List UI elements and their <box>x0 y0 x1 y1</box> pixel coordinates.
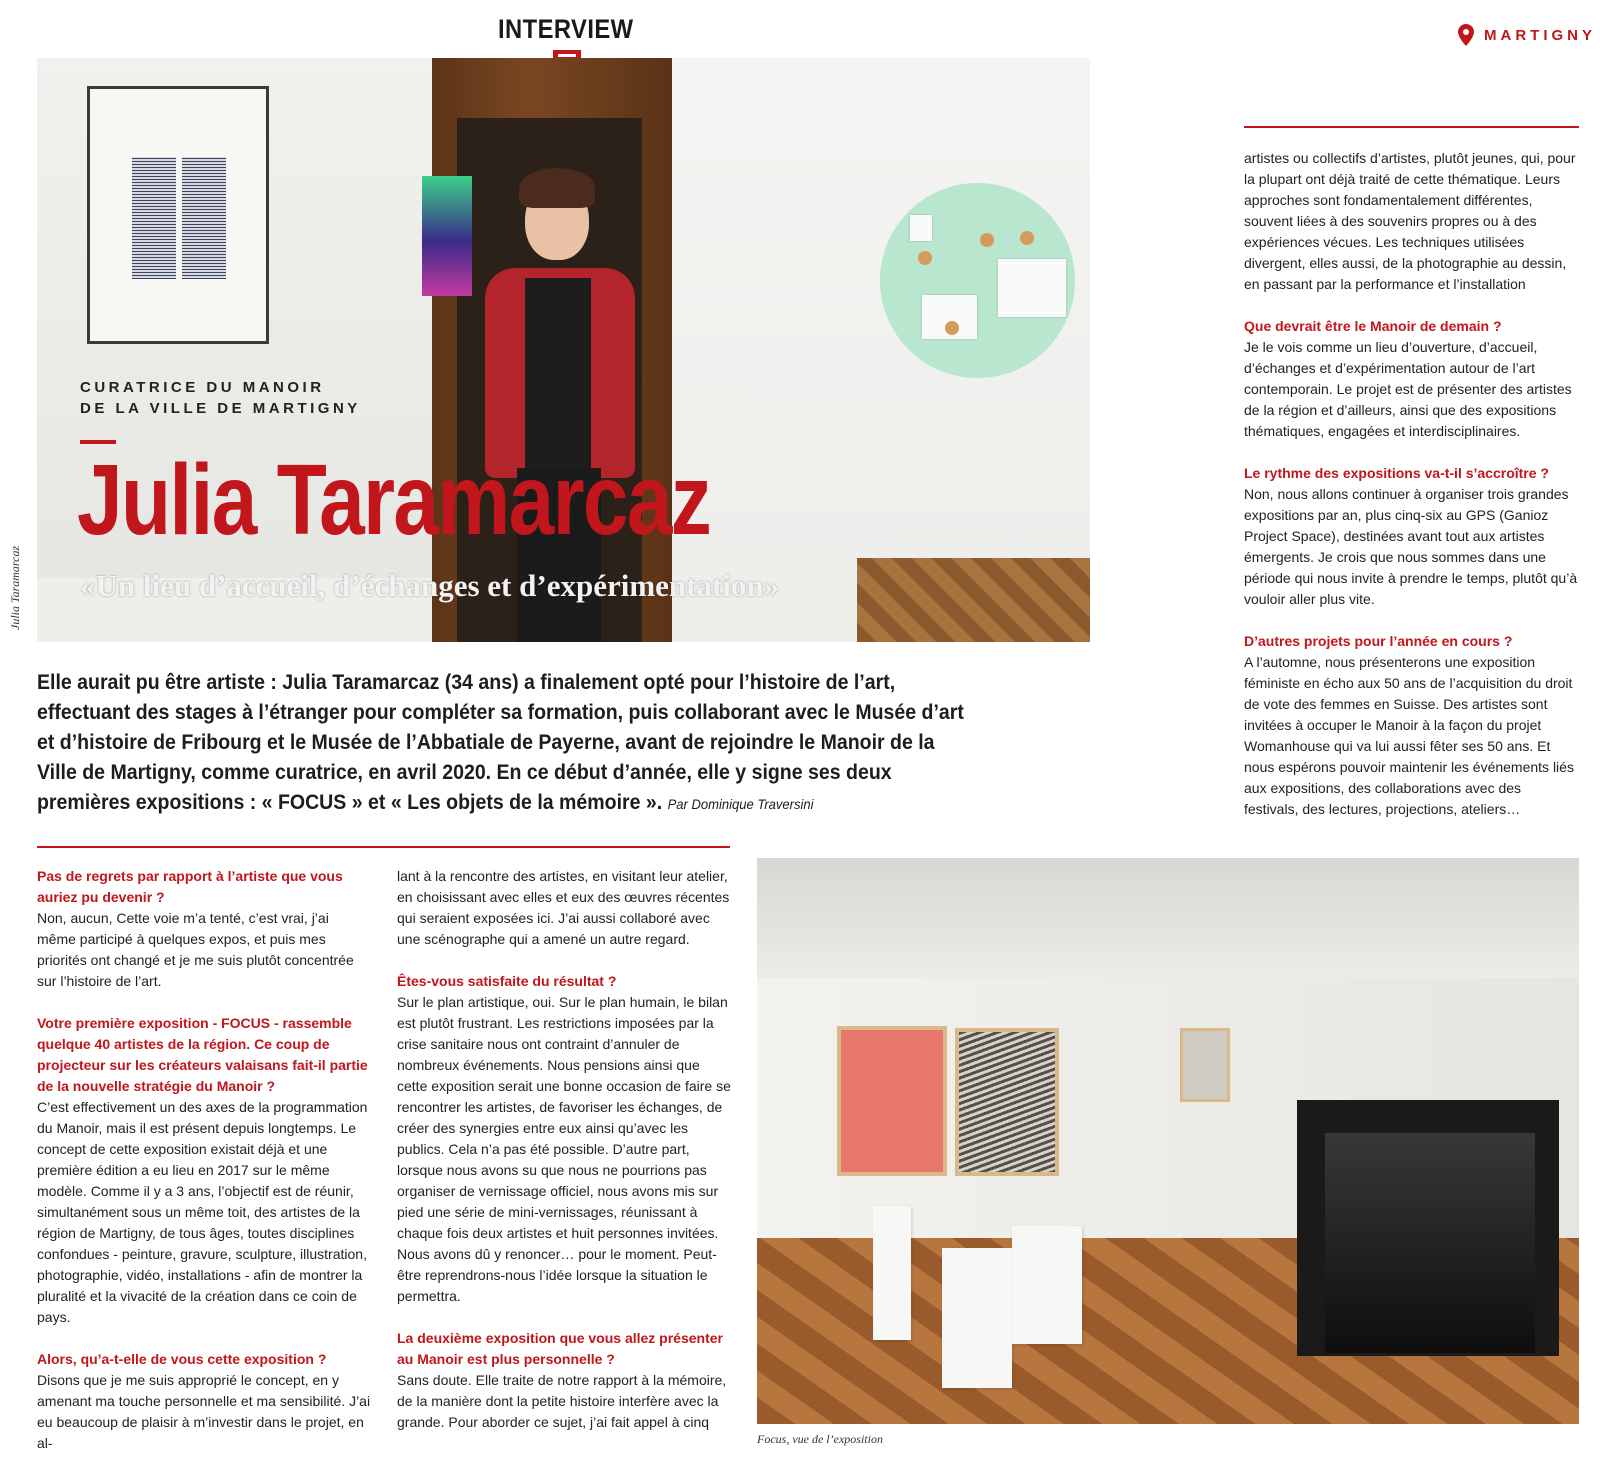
question: Alors, qu’a-t-elle de vous cette exposition ? <box>37 1351 327 1367</box>
answer: artistes ou collectifs d’artistes, plutôt jeunes, qui, pour la plupart ont déjà traité de cette thématique. Leurs approches sont fondamentalement différentes, souvent liées à des souvenirs propres ou à des expériences vécues. Les techniques utilisées divergent, elles aussi, de la photographie au dessin, en passant par la performance et l’installation <box>1244 150 1576 292</box>
text-column-1 <box>37 866 371 1467</box>
question: Votre première exposition - FOCUS - rassemble quelque 40 artistes de la région. Ce coup de projecteur sur les créateurs valaisans fait-il partie de la nouvelle stratégie du Manoir ? <box>37 1015 368 1094</box>
framed-artwork <box>87 86 269 344</box>
pedestal <box>1012 1226 1082 1344</box>
answer: lant à la rencontre des artistes, en visitant leur atelier, en choisissant avec elles et eux des œuvres récentes qui seraient exposées ici. J’ai aussi collaboré avec une scénographe qui a amené un autre regard. <box>397 868 730 947</box>
answer: A l’automne, nous présenterons une exposition féministe en écho aux 50 ans de l’acquisition du droit de vote des femmes en Suisse. Des artistes sont invitées à occuper le Manoir à la façon du projet Womanhouse qui va lui aussi fêter ses 50 ans. Et nous espérons pouvoir maintenir les événements liés aux expositions, des collaborations avec des festivals, des lectures, projections, ateliers… <box>1244 654 1574 817</box>
lead-paragraph: Elle aurait pu être artiste : Julia Taramarcaz (34 ans) a finalement opté pour l’histoire de l’art, effectuant des stages à l’étranger pour compléter sa formation, puis collaborant avec le Musée d’art et d’histoire de Fribourg et le Musée de l’Abbatiale de Payerne, avant de rejoindre le Manoir de la Ville de Martigny, comme curatrice, en avril 2020. En ce début d’année, elle y signe ses deux premières expositions : « FOCUS » et « Les objets de la mémoire ». Par Dominique Traversini <box>37 671 964 814</box>
artwork-red <box>837 1026 947 1176</box>
pedestal <box>873 1206 911 1340</box>
divider <box>37 846 730 848</box>
answer: Je le vois comme un lieu d’ouverture, d’accueil, d’échanges et d’expérimentation autour de l’art contemporain. Le projet est de présenter des artistes de la région et d’ailleurs, ainsi que des expositions thématiques, engagées et interdisciplinaires. <box>1244 339 1572 439</box>
byline: Par Dominique Traversini <box>667 796 814 812</box>
answer: Non, nous allons continuer à organiser trois grandes expositions par an, plus cinq-six au GPS (Ganioz Project Space), destinées avant tout aux artistes émergents. Je crois que nous sommes dans une période qui nous invite à prendre le temps, plutôt qu’à vouloir aller plus vite. <box>1244 486 1578 607</box>
artwork-small <box>1180 1028 1230 1102</box>
text-column-2 <box>397 866 731 1454</box>
pedestal <box>942 1248 1012 1388</box>
title-quote: «Un lieu d’accueil, d’échanges et d’expérimentation» <box>80 568 780 603</box>
question: Êtes-vous satisfaite du résultat ? <box>397 973 617 989</box>
question: Que devrait être le Manoir de demain ? <box>1244 318 1502 334</box>
location-tag <box>1458 24 1596 46</box>
artwork-lines <box>955 1028 1059 1176</box>
location-label: MARTIGNY <box>1484 26 1596 44</box>
divider <box>1244 126 1579 128</box>
section-label: INTERVIEW <box>498 14 634 44</box>
answer: Non, aucun, Cette voie m’a tenté, c’est vrai, j’ai même participé à quelques expos, et puis mes priorités ont changé et je me suis plutôt concentrée sur l’histoire de l’art. <box>37 910 354 989</box>
kicker: CURATRICE DU MANOIR DE LA VILLE DE MARTIGNY <box>80 379 361 417</box>
exhibition-photo <box>757 858 1579 1424</box>
question: La deuxième exposition que vous allez présenter au Manoir est plus personnelle ? <box>397 1330 723 1367</box>
answer: Sans doute. Elle traite de notre rapport à la mémoire, de la manière dont la petite histoire interfère avec la grande. Pour aborder ce sujet, j’ai fait appel à cinq <box>397 1372 727 1430</box>
question: Pas de regrets par rapport à l’artiste que vous auriez pu devenir ? <box>37 868 343 905</box>
answer: C’est effectivement un des axes de la programmation du Manoir, mais il est présent depuis longtemps. Le concept de cette exposition existait déjà et une première édition a eu lieu en 2017 sur le même modèle. Comme il y a 3 ans, l’objectif est de réunir, simultanément sous un même toit, des artistes de la région de Martigny, de tous âges, toutes disciplines confondues - peinture, gravure, sculpture, illustration, photographie, vidéo, installations - afin de montrer la pluralité et la vivacité de la création dans ce coin de pays. <box>37 1099 368 1325</box>
photo-credit: Julia Taramarcaz <box>8 545 22 630</box>
question: D’autres projets pour l’année en cours ? <box>1244 633 1513 649</box>
round-artwork <box>880 183 1075 378</box>
answer: Disons que je me suis approprié le concept, en y amenant ma touche personnelle et ma sensibilité. J’ai eu beaucoup de plaisir à m’investir dans le projet, en al- <box>37 1372 371 1451</box>
question: Le rythme des expositions va-t-il s’accroître ? <box>1244 465 1549 481</box>
photo-caption: Focus, vue de l’exposition <box>757 1432 883 1446</box>
answer: Sur le plan artistique, oui. Sur le plan humain, le bilan est plutôt frustrant. Les restrictions imposées par la crise sanitaire nous ont contraint d’annuler de nombreux événements. Nous pensions ainsi que cette exposition serait une bonne occasion de faire se rencontrer les artistes, de favoriser les échanges, de créer des synergies entre eux ainsi qu’avec les publics. Cela n’a pas été possible. D’autre part, lorsque nous avons su que nous ne pourrions pas organiser de vernissage officiel, nous avons mis sur pied une série de mini-vernissages, réunissant à chaque fois deux artistes et huit personnes invitées. Nous avons dû y renoncer… pour le moment. Peut-être reprendrons-nous l’idée lorsque la situation le permettra. <box>397 994 731 1304</box>
text-column-3 <box>1244 148 1579 841</box>
map-pin-icon <box>1458 24 1474 46</box>
page-title: Julia Taramarcaz <box>77 444 711 556</box>
